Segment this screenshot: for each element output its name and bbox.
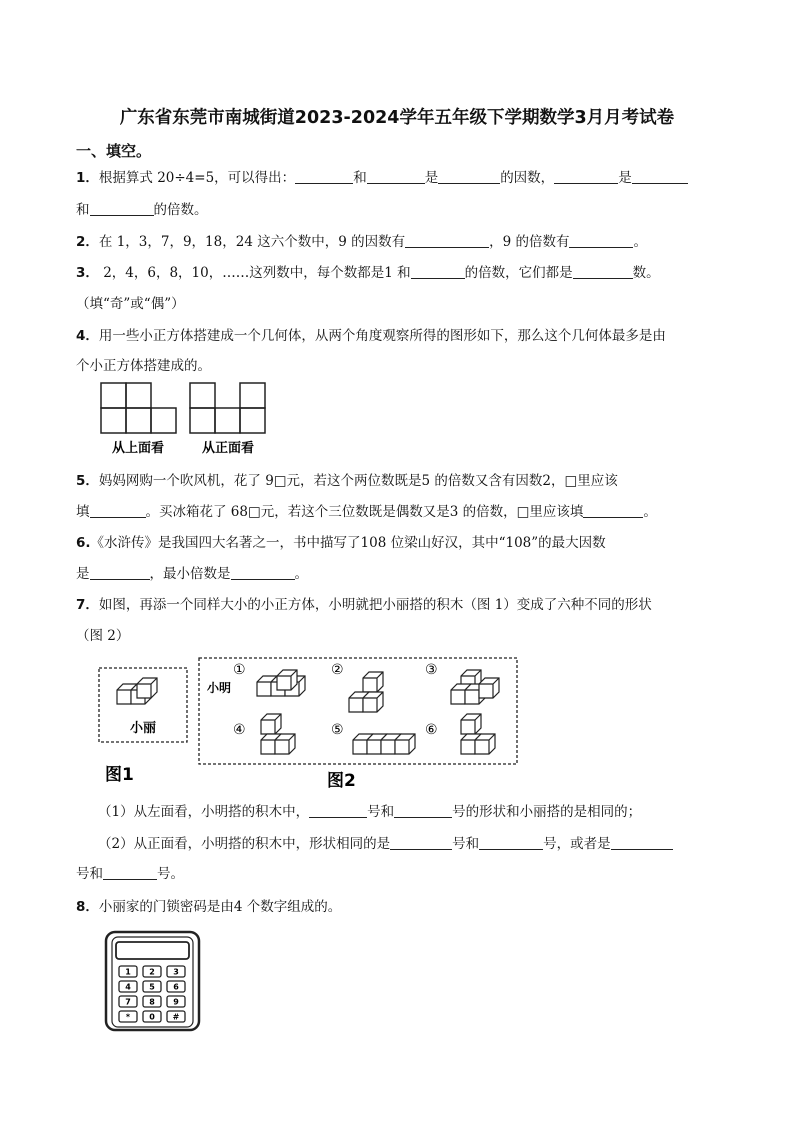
answer-blank[interactable] bbox=[411, 264, 465, 279]
question-3-line-1: 3． 2，4，6，8，10，……这列数中，每个数都是1 和 的倍数，它们都是 数。 bbox=[76, 265, 660, 281]
figure-1-caption: 图1 bbox=[105, 765, 134, 785]
question-7-line-1: 7．如图，再添一个同样大小的小正方体，小明就把小丽搭的积木（图 1）变成了六种不同的形状 bbox=[76, 597, 652, 613]
page-title: 广东省东莞市南城街道2023-2024学年五年级下学期数学3月月考试卷 bbox=[119, 108, 675, 128]
question-5-line-1: 5．妈妈网购一个吹风机，花了 9□元，若这个两位数既是5 的倍数又含有因数2，□里应该 bbox=[76, 473, 618, 489]
keypad-key-label: 3 bbox=[173, 967, 179, 977]
keypad-display bbox=[116, 942, 189, 959]
answer-blank[interactable] bbox=[632, 169, 688, 184]
top-view-cell bbox=[101, 408, 126, 433]
door-lock-keypad bbox=[104, 930, 202, 1034]
shape-2 bbox=[349, 672, 383, 712]
answer-blank[interactable] bbox=[103, 865, 157, 880]
front-view-cell bbox=[190, 408, 215, 433]
answer-blank[interactable] bbox=[90, 201, 154, 216]
answer-blank[interactable] bbox=[390, 835, 452, 850]
xiaoming-label: 小明 bbox=[207, 681, 232, 695]
top-view-cell bbox=[151, 408, 176, 433]
keypad-key-label: # bbox=[172, 1012, 180, 1022]
q4-views-figure bbox=[98, 380, 268, 458]
answer-blank[interactable] bbox=[367, 169, 425, 184]
question-7-line-2: （图 2） bbox=[76, 628, 130, 644]
keypad-key-label: * bbox=[125, 1012, 131, 1022]
shape-1 bbox=[257, 670, 305, 696]
question-8: 8．小丽家的门锁密码是由4 个数字组成的。 bbox=[76, 899, 342, 915]
front-view-cell bbox=[240, 408, 265, 433]
question-7-part-2-line-2: 号和 号。 bbox=[76, 866, 184, 882]
keypad-key-label: 9 bbox=[173, 997, 179, 1007]
top-view-cell bbox=[126, 408, 151, 433]
answer-blank[interactable] bbox=[231, 565, 295, 580]
shape-5 bbox=[353, 734, 415, 754]
top-view-cell bbox=[126, 383, 151, 408]
option-number: ① bbox=[233, 662, 246, 678]
answer-blank[interactable] bbox=[405, 233, 489, 248]
option-number: ⑥ bbox=[425, 722, 438, 738]
keypad-key-label: 2 bbox=[149, 967, 155, 977]
q7-blocks-figure bbox=[95, 652, 523, 792]
question-4-line-2: 个小正方体搭建成的。 bbox=[76, 358, 211, 374]
answer-blank[interactable] bbox=[394, 803, 452, 818]
question-2: 2．在 1，3，7，9，18，24 这六个数中，9 的因数有 ，9 的倍数有 。 bbox=[76, 234, 647, 250]
option-number: ③ bbox=[425, 662, 438, 678]
answer-blank[interactable] bbox=[573, 264, 633, 279]
front-view-cell bbox=[240, 383, 265, 408]
shape-6 bbox=[461, 714, 495, 754]
answer-blank[interactable] bbox=[90, 503, 146, 518]
answer-blank[interactable] bbox=[90, 565, 150, 580]
question-5-line-2: 填 。买冰箱花了 68□元，若这个三位数既是偶数又是3 的倍数，□里应该填 。 bbox=[76, 504, 657, 520]
keypad-key-label: 0 bbox=[149, 1012, 155, 1022]
xiaoli-label: 小丽 bbox=[129, 721, 157, 736]
answer-blank[interactable] bbox=[438, 169, 500, 184]
answer-blank[interactable] bbox=[479, 835, 543, 850]
question-3-line-2: （填“奇”或“偶”） bbox=[76, 296, 185, 312]
section-heading: 一、填空。 bbox=[76, 142, 152, 160]
keypad-key-label: 7 bbox=[125, 997, 131, 1007]
answer-blank[interactable] bbox=[295, 169, 353, 184]
front-view-label: 从正面看 bbox=[201, 441, 255, 456]
keypad-key-label: 4 bbox=[125, 982, 131, 992]
answer-blank[interactable] bbox=[611, 835, 673, 850]
option-number: ② bbox=[331, 662, 344, 678]
answer-blank[interactable] bbox=[583, 503, 643, 518]
keypad-key-label: 5 bbox=[149, 982, 155, 992]
keypad-key-label: 8 bbox=[149, 997, 155, 1007]
shape-3 bbox=[451, 670, 499, 704]
question-7-part-1: （1）从左面看，小明搭的积木中， 号和 号的形状和小丽搭的是相同的； bbox=[98, 804, 642, 820]
answer-blank[interactable] bbox=[554, 169, 618, 184]
shape-4 bbox=[261, 714, 295, 754]
keypad-key-label: 6 bbox=[173, 982, 179, 992]
option-number: ⑤ bbox=[331, 722, 344, 738]
option-number: ④ bbox=[233, 722, 246, 738]
front-view-cell bbox=[190, 383, 215, 408]
keypad-key-label: 1 bbox=[125, 967, 131, 977]
question-4-line-1: 4．用一些小正方体搭建成一个几何体，从两个角度观察所得的图形如下，那么这个几何体最多是由 bbox=[76, 328, 666, 344]
question-6-line-1: 6.《水浒传》是我国四大名著之一，书中描写了108 位梁山好汉，其中“108”的最大因数 bbox=[76, 535, 606, 551]
question-1-line-1: 1．根据算式 20÷4=5，可以得出： 和 是 的因数， 是 bbox=[76, 166, 688, 186]
top-view-cell bbox=[101, 383, 126, 408]
question-6-line-2: 是 ，最小倍数是 。 bbox=[76, 566, 308, 582]
question-7-part-2-line-1: （2）从正面看，小明搭的积木中，形状相同的是 号和 号，或者是 bbox=[98, 832, 673, 852]
question-1-line-2: 和 的倍数。 bbox=[76, 202, 208, 218]
figure-2-caption: 图2 bbox=[327, 771, 356, 791]
top-view-label: 从上面看 bbox=[111, 441, 165, 456]
front-view-cell bbox=[215, 408, 240, 433]
answer-blank[interactable] bbox=[569, 233, 633, 248]
answer-blank[interactable] bbox=[309, 803, 367, 818]
